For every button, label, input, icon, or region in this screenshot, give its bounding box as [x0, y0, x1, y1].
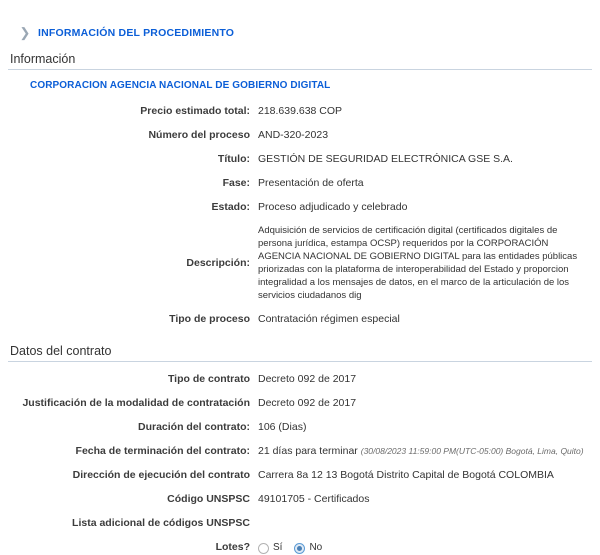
field-label: Estado: [211, 201, 250, 213]
field-value: Decreto 092 de 2017 [258, 373, 357, 385]
radio-lotes-si-label: Sí [273, 542, 283, 553]
field-value: 21 días para terminar [258, 445, 358, 457]
field-descripcion [8, 224, 592, 302]
field-label: Fecha de terminación del contrato: [75, 445, 250, 457]
field-value: Contratación régimen especial [258, 313, 400, 325]
field-value: Decreto 092 de 2017 [258, 397, 357, 409]
field-value-group [258, 444, 592, 458]
lotes-radio-group[interactable] [258, 540, 592, 555]
field-direccion-ejecucion [8, 468, 592, 482]
entity-name: CORPORACION AGENCIA NACIONAL DE GOBIERNO DIGITAL [30, 80, 331, 91]
field-label: Código UNSPSC [167, 493, 250, 505]
field-tipo-proceso [8, 312, 592, 326]
field-value: Presentación de oferta [258, 177, 364, 189]
field-label: Número del proceso [148, 129, 250, 141]
radio-lotes-no-label: No [309, 542, 323, 553]
field-tipo-contrato [8, 372, 592, 386]
field-value: 49101705 - Certificados [258, 493, 370, 505]
field-value-note: (30/08/2023 11:59:00 PM(UTC-05:00) Bogotá, Lima, Quito) [360, 446, 584, 456]
page-title: INFORMACIÓN DEL PROCEDIMIENTO [38, 27, 235, 39]
field-value: GESTIÓN DE SEGURIDAD ELECTRÓNICA GSE S.A. [258, 153, 513, 165]
procedure-header [8, 0, 592, 50]
field-fecha-terminacion [8, 444, 592, 458]
field-value: Proceso adjudicado y celebrado [258, 201, 408, 213]
field-value [258, 540, 592, 555]
field-titulo [8, 152, 592, 166]
chevron-right-icon: ❯ [19, 25, 31, 40]
field-label: Título: [217, 153, 250, 165]
field-precio-estimado [8, 104, 592, 118]
field-duracion-contrato [8, 420, 592, 434]
field-label: Lista adicional de códigos UNSPSC [72, 517, 250, 529]
field-label: Descripción: [186, 257, 250, 269]
field-label: Fase: [222, 177, 250, 189]
field-value: 218.639.638 COP [258, 105, 343, 117]
field-codigo-unspsc [8, 492, 592, 506]
section-heading-informacion: Información [8, 50, 592, 70]
field-lotes [8, 540, 592, 555]
field-label: Justificación de la modalidad de contratación [22, 397, 250, 409]
field-value: Carrera 8a 12 13 Bogotá Distrito Capital de Bogotá COLOMBIA [258, 469, 554, 481]
field-justificacion-modalidad [8, 396, 592, 410]
field-label: Tipo de proceso [169, 313, 250, 325]
field-label: Lotes? [215, 541, 250, 553]
field-label: Dirección de ejecución del contrato [72, 469, 250, 481]
field-value: AND-320-2023 [258, 129, 329, 141]
field-value: 106 (Dias) [258, 421, 307, 433]
field-fase [8, 176, 592, 190]
field-lista-adicional-unspsc [8, 516, 592, 530]
field-numero-proceso [8, 128, 592, 142]
field-label: Precio estimado total: [140, 105, 250, 117]
section-heading-datos-contrato: Datos del contrato [8, 342, 592, 362]
field-label: Duración del contrato: [137, 421, 250, 433]
field-value: Adquisición de servicios de certificación digital (certificados digitales de persona jurídica, estampa OCSP) requeridos por la CORPORACIÓN AGENCIA NACIONAL DE GOBIERNO DIGITAL para las entidades públicas priorizadas con la plataforma de interoperabilidad del Estado y proporcion integralidad a los mensajes de datos, en el marco de la articulación de los servicios ciudadanos dig [258, 225, 578, 301]
radio-lotes-no[interactable] [294, 543, 305, 554]
field-label: Tipo de contrato [167, 373, 250, 385]
field-estado [8, 200, 592, 214]
radio-lotes-si[interactable] [258, 543, 269, 554]
